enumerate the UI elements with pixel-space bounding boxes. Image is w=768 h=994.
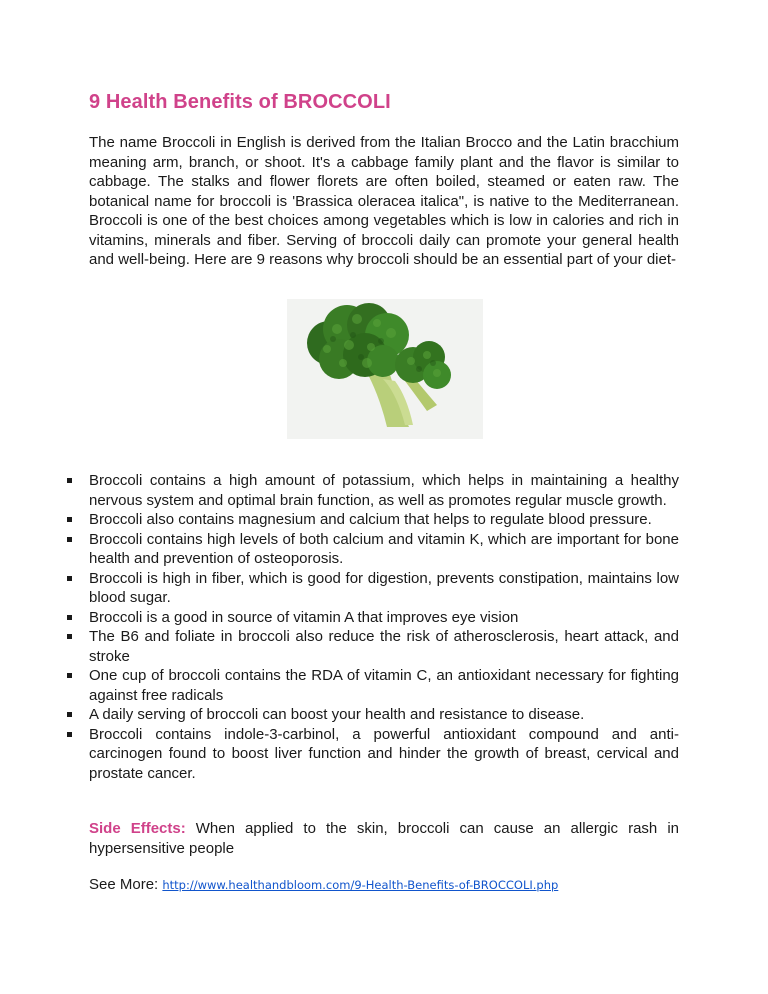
benefit-text: Broccoli is a good in source of vitamin A that improves eye vision [89,608,519,626]
see-more-line [89,875,558,896]
page-title: 9 Health Benefits of BROCCOLI [89,91,391,113]
list-item [89,608,679,628]
benefit-text: Broccoli is high in fiber, which is good for digestion, prevents constipation, maintains low blood sugar. [89,569,679,606]
benefit-text: Broccoli contains high levels of both calcium and vitamin K, which are important for bone health and prevention of osteoporosis. [89,530,679,567]
see-more-label: See More: [89,876,163,893]
bullet-icon [67,517,72,522]
broccoli-illustration [287,299,483,439]
benefit-text: Broccoli contains indole-3-carbinol, a powerful antioxidant compound and anti-carcinogen found to boost liver function and hinder the growth of breast, cervical and prostate cancer. [89,725,679,782]
benefit-text: Broccoli contains a high amount of potassium, which helps in maintaining a healthy nervous system and optimal brain function, as well as promotes regular muscle growth. [89,472,679,509]
list-item [89,725,679,784]
bullet-icon [67,478,72,483]
bullet-icon [67,615,72,620]
benefit-text: A daily serving of broccoli can boost your health and resistance to disease. [89,706,585,723]
list-item [89,627,679,666]
intro-paragraph: The name Broccoli in English is derived from the Italian Brocco and the Latin bracchium meaning arm, branch, or shoot. It's a cabbage family plant and the flavor is similar to cabbage. The stalks and flower florets are often boiled, steamed or eaten raw. The botanical name for broccoli is 'Brassica oleracea italica", is native to the Mediterranean. Broccoli is one of the best choices among vegetables which is low in calories and rich in vitamins, minerals and fiber. Serving of broccoli daily can promote your general health and well-being. Here are 9 reasons why broccoli should be an essential part of your diet- [89,134,679,268]
bullet-icon [67,576,72,581]
bullet-icon [67,732,72,737]
benefits-list [89,471,679,783]
broccoli-image [287,299,483,439]
list-item [89,705,679,725]
side-effects-label: Side Effects: [89,820,186,837]
source-link[interactable]: http://www.healthandbloom.com/9-Health-Benefits-of-BROCCOLI.php [162,878,559,892]
list-item [89,510,679,530]
list-item [89,530,679,569]
bullet-icon [67,634,72,639]
bullet-icon [67,712,72,717]
list-item [89,569,679,608]
bullet-icon [67,537,72,542]
benefit-text: The B6 and foliate in broccoli also reduce the risk of atherosclerosis, heart attack, and stroke [89,628,679,665]
list-item [89,471,679,510]
side-effects-paragraph [89,819,679,858]
bullet-icon [67,673,72,678]
side-effects-text: When applied to the skin, broccoli can cause an allergic rash in hypersensitive people [89,820,679,857]
benefit-text: One cup of broccoli contains the RDA of vitamin C, an antioxidant necessary for fighting against free radicals [89,667,679,704]
list-item [89,666,679,705]
benefit-text: Broccoli also contains magnesium and calcium that helps to regulate blood pressure. [89,511,652,528]
